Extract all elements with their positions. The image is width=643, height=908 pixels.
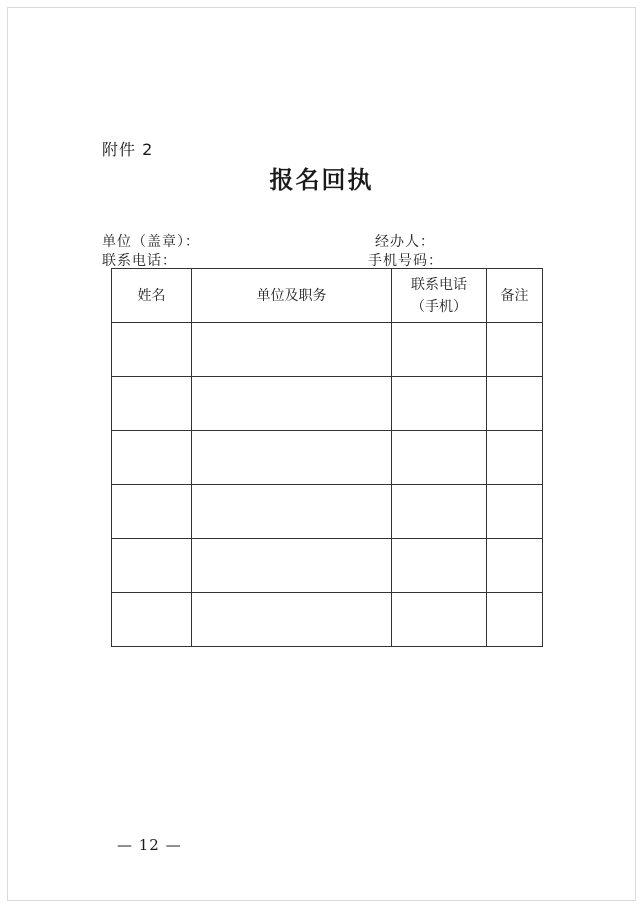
header-remarks: 备注 [487,269,543,323]
cell-contact-phone[interactable] [392,377,487,431]
cell-unit-position[interactable] [192,377,392,431]
mobile-number-field: 手机号码： [368,253,443,269]
cell-contact-phone[interactable] [392,323,487,377]
cell-contact-phone[interactable] [392,539,487,593]
cell-remarks[interactable] [487,377,543,431]
cell-unit-position[interactable] [192,485,392,539]
header-name: 姓名 [112,269,192,323]
header-unit-position: 单位及职务 [192,269,392,323]
table-row [112,323,543,377]
cell-name[interactable] [112,539,192,593]
cell-remarks[interactable] [487,431,543,485]
registration-table [111,268,543,647]
table-row [112,593,543,647]
cell-unit-position[interactable] [192,593,392,647]
contact-phone-field: 联系电话： [102,253,177,269]
cell-unit-position[interactable] [192,431,392,485]
cell-name[interactable] [112,485,192,539]
cell-name[interactable] [112,323,192,377]
cell-name[interactable] [112,431,192,485]
table-row [112,377,543,431]
table-row [112,485,543,539]
cell-unit-position[interactable] [192,323,392,377]
table-header-row [112,269,543,323]
cell-remarks[interactable] [487,539,543,593]
unit-seal-field: 单位（盖章）： [102,234,200,250]
cell-contact-phone[interactable] [392,485,487,539]
table-body [112,323,543,647]
cell-remarks[interactable] [487,593,543,647]
cell-contact-phone[interactable] [392,593,487,647]
handler-field: 经办人： [375,234,435,250]
cell-contact-phone[interactable] [392,431,487,485]
attachment-label: 附件 2 [102,140,154,159]
page-number: — 12 — [117,836,182,854]
cell-remarks[interactable] [487,485,543,539]
cell-unit-position[interactable] [192,539,392,593]
cell-name[interactable] [112,593,192,647]
cell-name[interactable] [112,377,192,431]
page-title: 报名回执 [269,165,374,194]
header-contact-phone-line1: 联系电话 [411,276,467,293]
table-row [112,539,543,593]
table-row [112,431,543,485]
header-contact-phone-line2: （手机） [411,298,467,315]
cell-remarks[interactable] [487,323,543,377]
header-contact-phone [392,269,487,323]
